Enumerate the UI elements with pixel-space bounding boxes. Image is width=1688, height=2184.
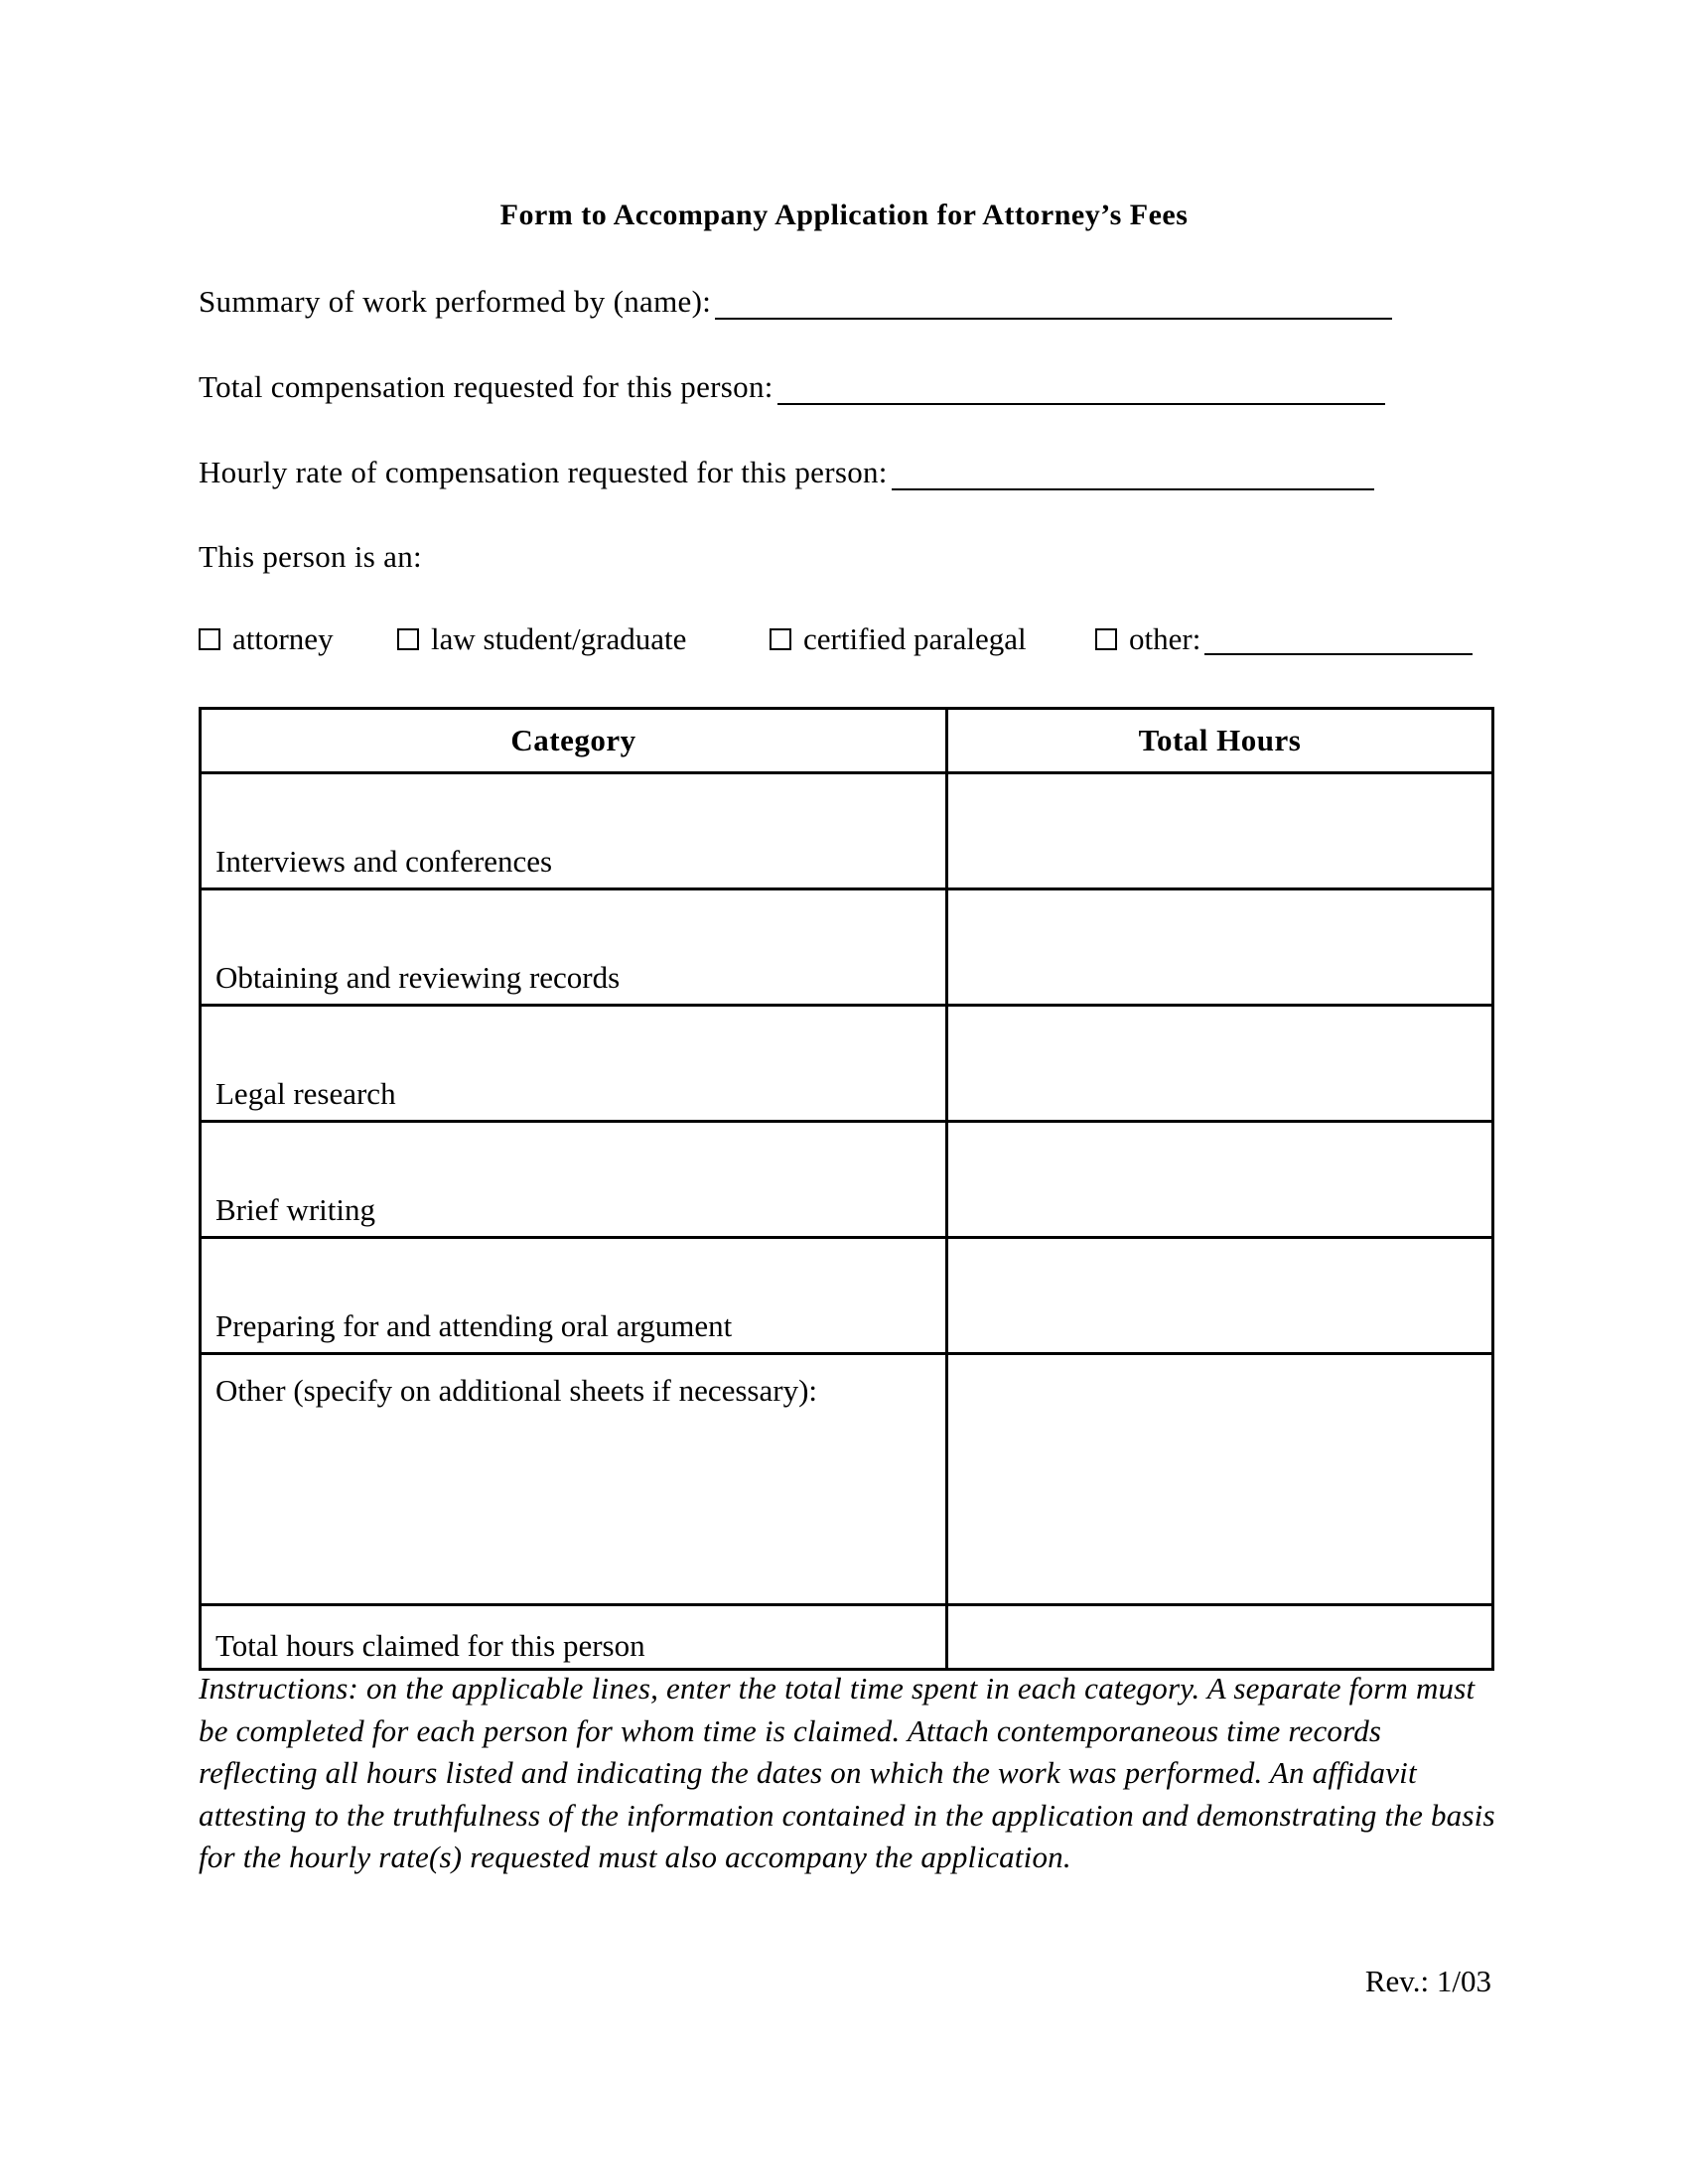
name-input-line[interactable]	[715, 288, 1392, 320]
hours-cell-other[interactable]	[947, 1354, 1493, 1605]
total-hours-cell[interactable]	[947, 1605, 1493, 1670]
table-row	[201, 1238, 1493, 1354]
hours-table	[199, 707, 1494, 1671]
table-row	[201, 1122, 1493, 1238]
category-cell-other[interactable]: Other (specify on additional sheets if necessary):	[201, 1354, 947, 1605]
option-other[interactable]: other:	[1095, 621, 1473, 657]
table-row	[201, 773, 1493, 889]
table-row	[201, 889, 1493, 1006]
table-header-row	[201, 709, 1493, 773]
table-row	[201, 1006, 1493, 1122]
checkbox-icon[interactable]	[397, 628, 419, 650]
checkbox-icon[interactable]	[199, 628, 220, 650]
total-label-cell: Total hours claimed for this person	[201, 1605, 947, 1670]
hours-cell[interactable]	[947, 1006, 1493, 1122]
category-cell: Brief writing	[201, 1122, 947, 1238]
category-cell: Obtaining and reviewing records	[201, 889, 947, 1006]
checkbox-icon[interactable]	[1095, 628, 1117, 650]
total-hours-header: Total Hours	[947, 709, 1493, 773]
checkbox-icon[interactable]	[770, 628, 791, 650]
category-cell: Legal research	[201, 1006, 947, 1122]
page-title: Form to Accompany Application for Attorney’s Fees	[499, 199, 1189, 231]
category-cell: Preparing for and attending oral argument	[201, 1238, 947, 1354]
option-paralegal[interactable]: certified paralegal	[770, 621, 1095, 657]
person-type-label-row	[199, 539, 422, 575]
hours-cell[interactable]	[947, 773, 1493, 889]
table-row-other	[201, 1354, 1493, 1605]
person-type-options	[199, 621, 1473, 657]
person-type-label: This person is an:	[199, 539, 422, 574]
hours-cell[interactable]	[947, 1238, 1493, 1354]
compensation-label: Total compensation requested for this person:	[199, 369, 774, 404]
revision-label: Rev.: 1/03	[1364, 1964, 1491, 1998]
hours-cell[interactable]	[947, 1122, 1493, 1238]
hourly-rate-input-line[interactable]	[892, 459, 1374, 490]
instructions-text: Instructions: on the applicable lines, enter the total time spent in each category. A separate form must be completed for each person for whom time is claimed. Attach contemporaneous time records reflecting all hours listed and indicating the dates on which the work was performed. An affidavit attesting to the truthfulness of the information contained in the application and demonstrating the basis for the hourly rate(s) requested must also accompany the application.	[199, 1671, 1495, 1874]
name-label: Summary of work performed by (name):	[199, 284, 712, 319]
other-input-line[interactable]	[1204, 623, 1473, 655]
hourly-rate-label: Hourly rate of compensation requested for this person:	[199, 455, 888, 489]
option-law-student[interactable]: law student/graduate	[397, 621, 770, 657]
option-attorney[interactable]: attorney	[199, 621, 397, 657]
hours-cell[interactable]	[947, 889, 1493, 1006]
name-field-row	[199, 284, 1392, 320]
compensation-field-row	[199, 369, 1385, 405]
hourly-rate-field-row	[199, 455, 1374, 490]
category-cell: Interviews and conferences	[201, 773, 947, 889]
compensation-input-line[interactable]	[777, 373, 1385, 405]
category-header: Category	[201, 709, 947, 773]
table-row-total	[201, 1605, 1493, 1670]
